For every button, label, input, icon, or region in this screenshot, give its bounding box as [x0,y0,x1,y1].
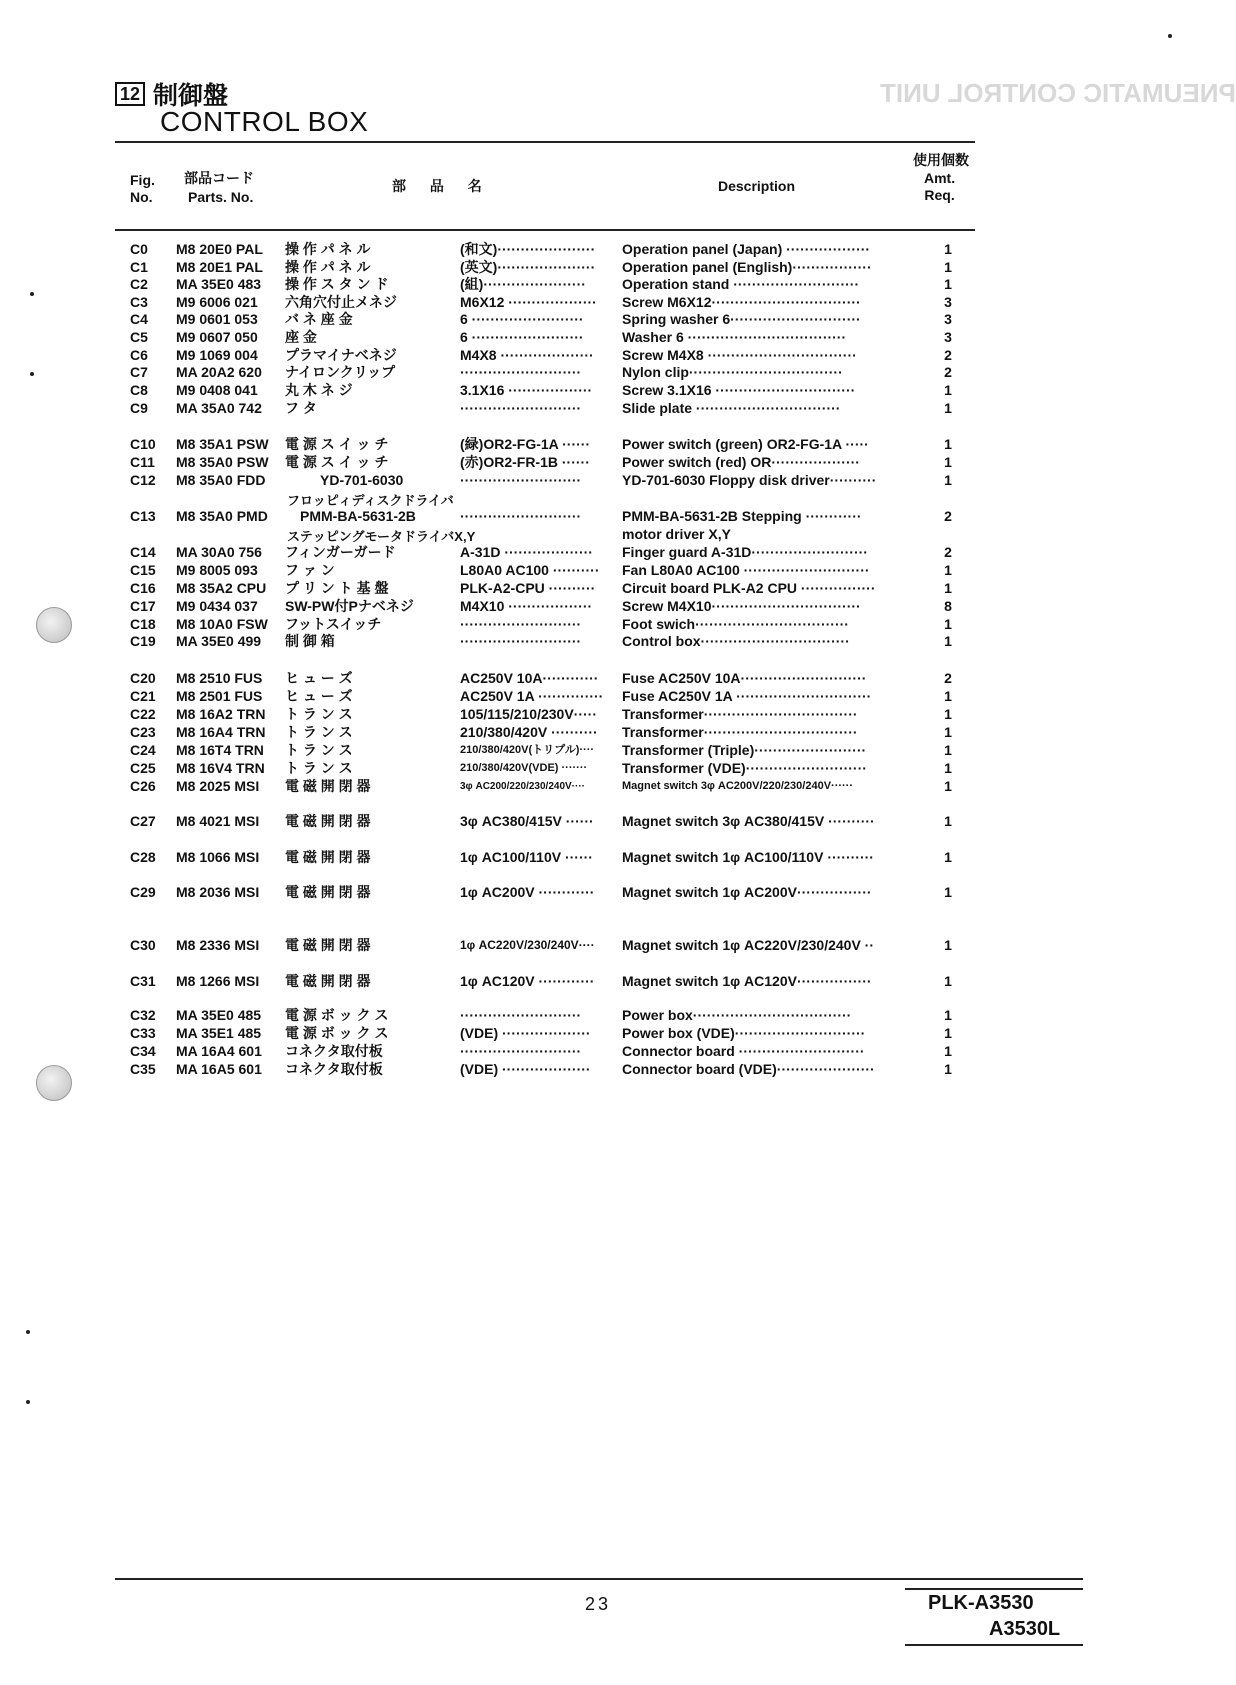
part-name-jp-cell: 操 作 ス タ ン ド [285,276,389,292]
part-no-cell: MA 35E1 485 [176,1025,262,1041]
col-header-part-no: Parts. No. [188,189,254,205]
speck [26,1400,30,1404]
spec-cell: AC250V 10A············ [460,670,599,686]
part-name-jp-cell: フットスイッチ [285,616,382,632]
part-no-cell: M8 16A4 TRN [176,724,266,740]
fig-no-cell: C21 [130,688,156,704]
part-name-jp-cell: ヒ ュ ー ズ [285,688,353,704]
part-no-cell: MA 35E0 483 [176,276,262,292]
description-cell: Control box································ [622,633,850,649]
part-no-cell: M8 16T4 TRN [176,742,264,758]
part-name-jp-cell: ト ラ ン ス [285,760,353,776]
spec-cell: 1φ AC100/110V ······ [460,849,593,865]
title-jp-text: 制御盤 [153,82,229,110]
spec-cell: ·························· [460,616,582,632]
part-no-cell: M8 2025 MSI [176,778,260,794]
qty-cell: 1 [944,973,952,989]
description-cell: Magnet switch 3φ AC380/415V ·········· [622,813,875,829]
fig-no-cell: C25 [130,760,156,776]
qty-cell: 1 [944,706,952,722]
part-no-cell: M8 35A0 PSW [176,454,269,470]
part-name-jp-cell: PMM-BA-5631-2B [300,508,416,524]
part-no-cell: M9 0434 037 [176,598,258,614]
fig-no-cell: C12 [130,472,156,488]
model-number: PLK-A3530 [928,1592,1034,1614]
part-name-jp-cell: 座 金 [285,329,317,345]
description-cell: Connector board ··························· [622,1043,865,1059]
qty-cell: 2 [944,364,952,380]
part-no-cell: M9 8005 093 [176,562,258,578]
part-name-jp-cell: SW-PW付Pナベネジ [285,598,414,614]
spec-cell: 6 ························ [460,329,584,345]
qty-cell: 1 [944,778,952,794]
section-number: 12 [115,82,145,106]
part-name-jp-cell: プ リ ン ト 基 盤 [285,580,389,596]
fig-no-cell: C0 [130,241,148,257]
description-cell: Power switch (red) OR··················· [622,454,860,470]
fig-no-cell: C7 [130,364,148,380]
description-cell: Magnet switch 1φ AC120V················ [622,973,872,989]
part-name-jp-cell: コネクタ取付板 [285,1061,383,1077]
header-rule [115,229,975,231]
qty-cell: 1 [944,454,952,470]
table-row-subtext: ステッピングモータドライバX,Y [287,529,476,544]
qty-cell: 1 [944,1061,952,1077]
part-name-jp-cell: 操 作 パ ネ ル [285,259,371,275]
fig-no-cell: C17 [130,598,156,614]
description-cell: Screw M4X10································ [622,598,861,614]
part-no-cell: M9 1069 004 [176,347,258,363]
part-name-jp-cell: 電 磁 開 閉 器 [285,778,371,794]
qty-cell: 2 [944,347,952,363]
spec-cell: 1φ AC220V/230/240V···· [460,938,595,952]
part-name-jp-cell: ト ラ ン ス [285,706,353,722]
qty-cell: 2 [944,508,952,524]
description-cell: Power box·································· [622,1007,852,1023]
fig-no-cell: C6 [130,347,148,363]
part-no-cell: MA 16A5 601 [176,1061,262,1077]
fig-no-cell: C4 [130,311,148,327]
description-cell: Screw 3.1X16 ······························ [622,382,856,398]
speck [26,1330,30,1334]
fig-no-cell: C35 [130,1061,156,1077]
qty-cell: 1 [944,849,952,865]
part-no-cell: M8 16V4 TRN [176,760,265,776]
description-cell: Circuit board PLK-A2 CPU ················ [622,580,876,596]
spec-cell: M4X8 ···················· [460,347,594,363]
qty-cell: 1 [944,813,952,829]
model-number-variant: A3530L [989,1618,1061,1640]
part-name-jp-cell: 丸 木 ネ ジ [285,382,353,398]
part-no-cell: M8 35A1 PSW [176,436,269,452]
qty-cell: 1 [944,1025,952,1041]
part-no-cell: MA 35E0 499 [176,633,262,649]
part-name-jp-cell: 電 磁 開 閉 器 [285,937,371,953]
qty-cell: 1 [944,633,952,649]
description-cell: Slide plate ······························· [622,400,841,416]
description-cell: Operation panel (Japan) ·················· [622,241,871,257]
col-header-qty-jp: 使用個数 [913,152,969,168]
description-cell: Fuse AC250V 10A··························· [622,670,867,686]
part-name-jp-cell: コネクタ取付板 [285,1043,383,1059]
spec-cell: (赤)OR2-FR-1B ······ [460,454,590,470]
speck [30,292,34,296]
qty-cell: 3 [944,329,952,345]
part-name-jp-cell: ト ラ ン ス [285,724,353,740]
qty-cell: 1 [944,562,952,578]
description-cell: PMM-BA-5631-2B Stepping ············ [622,508,862,524]
fig-no-cell: C13 [130,508,156,524]
part-no-cell: MA 35E0 485 [176,1007,262,1023]
spec-cell: A-31D ··················· [460,544,593,560]
qty-cell: 1 [944,616,952,632]
spec-cell: 3φ AC200/220/230/240V···· [460,781,585,792]
qty-cell: 2 [944,670,952,686]
qty-cell: 1 [944,1043,952,1059]
col-header-part-name-jp: 部 品 名 [392,178,492,194]
part-name-jp-cell: ナイロンクリップ [285,364,396,380]
part-name-jp-cell: ト ラ ン ス [285,742,353,758]
fig-no-cell: C10 [130,436,156,452]
part-no-cell: MA 16A4 601 [176,1043,262,1059]
part-no-cell: M8 4021 MSI [176,813,260,829]
spec-cell: ·························· [460,1043,582,1059]
qty-cell: 3 [944,311,952,327]
spec-cell: 210/380/420V(VDE) ······· [460,762,588,774]
part-no-cell: M9 6006 021 [176,294,258,310]
part-no-cell: M8 1266 MSI [176,973,260,989]
fig-no-cell: C23 [130,724,156,740]
part-name-jp-cell: ヒ ュ ー ズ [285,670,353,686]
spec-cell: (VDE) ··················· [460,1025,591,1041]
part-no-cell: MA 30A0 756 [176,544,262,560]
spec-cell: 6 ························ [460,311,584,327]
part-name-jp-cell: 電 源 ボ ッ ク ス [285,1007,389,1023]
spec-cell: ·························· [460,472,582,488]
part-no-cell: M8 35A0 FDD [176,472,266,488]
part-name-jp-cell: 電 源 ボ ッ ク ス [285,1025,389,1041]
part-name-jp-cell: 六角穴付止メネジ [285,294,397,310]
part-no-cell: M8 2336 MSI [176,937,260,953]
part-no-cell: M8 2501 FUS [176,688,263,704]
description-cell: Screw M4X8 ································ [622,347,857,363]
fig-no-cell: C9 [130,400,148,416]
qty-cell: 1 [944,1007,952,1023]
fig-no-cell: C28 [130,849,156,865]
qty-cell: 1 [944,884,952,900]
spec-cell: L80A0 AC100 ·········· [460,562,600,578]
qty-cell: 1 [944,276,952,292]
description-cell: Nylon clip································· [622,364,843,380]
description-cell: Fuse AC250V 1A ····························· [622,688,872,704]
description-cell: Finger guard A-31D························· [622,544,868,560]
spec-cell: ·························· [460,508,582,524]
qty-cell: 1 [944,382,952,398]
part-no-cell: M8 35A2 CPU [176,580,267,596]
description-cell: Foot swich································· [622,616,849,632]
spec-cell: M4X10 ·················· [460,598,593,614]
part-no-cell: M9 0607 050 [176,329,258,345]
fig-no-cell: C31 [130,973,156,989]
section-title-en: CONTROL BOX [160,106,369,137]
spec-cell: 3.1X16 ·················· [460,382,593,398]
description-cell: YD-701-6030 Floppy disk driver·········· [622,472,877,488]
qty-cell: 1 [944,742,952,758]
description-cell: Operation panel (English)················· [622,259,872,275]
fig-no-cell: C33 [130,1025,156,1041]
table-row-subtext: フロッピィディスクドライバ [287,493,454,508]
description-cell: Operation stand ··························· [622,276,860,292]
fig-no-cell: C15 [130,562,156,578]
col-header-fig: Fig. No. [130,172,155,205]
spec-cell: 3φ AC380/415V ······ [460,813,594,829]
part-no-cell: M8 2036 MSI [176,884,260,900]
fig-no-cell: C14 [130,544,156,560]
qty-cell: 1 [944,724,952,740]
description-cell: Power switch (green) OR2-FG-1A ····· [622,436,869,452]
part-no-cell: M8 16A2 TRN [176,706,266,722]
fig-no-cell: C5 [130,329,148,345]
description-cell: Magnet switch 1φ AC220V/230/240V ·· [622,937,874,953]
fig-no-cell: C29 [130,884,156,900]
part-name-jp-cell: 電 磁 開 閉 器 [285,973,371,989]
spec-cell: ·························· [460,400,582,416]
fig-no-cell: C24 [130,742,156,758]
part-name-jp-cell: 操 作 パ ネ ル [285,241,371,257]
part-name-jp-cell: フ タ [285,400,317,416]
spec-cell: 105/115/210/230V····· [460,706,597,722]
qty-cell: 1 [944,580,952,596]
description-cell: Transformer (Triple)························ [622,742,867,758]
fig-no-cell: C32 [130,1007,156,1023]
qty-cell: 1 [944,400,952,416]
fig-no-cell: C30 [130,937,156,953]
fig-no-cell: C19 [130,633,156,649]
footer-rule [115,1578,1083,1580]
part-name-jp-cell: 電 磁 開 閉 器 [285,884,371,900]
spec-cell: 210/380/420V ·········· [460,724,598,740]
fig-no-cell: C26 [130,778,156,794]
part-name-jp-cell: 電 磁 開 閉 器 [285,849,371,865]
spec-cell: (組)······················ [460,276,586,292]
qty-cell: 1 [944,259,952,275]
part-name-jp-cell: プラマイナベネジ [285,347,397,363]
spec-cell: 210/380/420V(トリプル)···· [460,744,595,756]
spec-cell: 1φ AC120V ············ [460,973,595,989]
qty-cell: 1 [944,241,952,257]
col-header-qty: Amt. Req. [924,170,956,203]
fig-no-cell: C20 [130,670,156,686]
spec-cell: PLK-A2-CPU ·········· [460,580,596,596]
part-no-cell: M8 2510 FUS [176,670,263,686]
fig-no-cell: C1 [130,259,148,275]
spec-cell: (緑)OR2-FG-1A ······ [460,436,591,452]
qty-cell: 3 [944,294,952,310]
part-name-jp-cell: 電 磁 開 閉 器 [285,813,371,829]
page-number: 23 [585,1594,612,1614]
col-header-description: Description [718,178,796,194]
description-cell: Spring washer 6···························· [622,311,861,327]
fig-no-cell: C8 [130,382,148,398]
part-name-jp-cell: YD-701-6030 [320,472,404,488]
part-no-cell: M9 0601 053 [176,311,258,327]
part-no-cell: M9 0408 041 [176,382,258,398]
part-name-jp-cell: フィンガーガード [285,544,396,560]
qty-cell: 1 [944,472,952,488]
description-cell: Power box (VDE)···························· [622,1025,866,1041]
description-cell: Transformer································· [622,706,858,722]
part-name-jp-cell: バ ネ 座 金 [285,311,353,327]
description-cell: Magnet switch 3φ AC200V/220/230/240V······ [622,780,854,792]
binder-hole-bottom [36,1065,72,1101]
fig-no-cell: C11 [130,454,155,470]
spec-cell: ·························· [460,364,582,380]
bleed-through-title: PNEUMATIC CONTROL UNIT [880,78,1236,108]
spec-cell: (英文)····················· [460,259,596,275]
qty-cell: 1 [944,436,952,452]
fig-no-cell: C22 [130,706,156,722]
model-rule-bottom [905,1644,1083,1646]
speck [1168,34,1172,38]
fig-no-cell: C34 [130,1043,156,1059]
spec-cell: ·························· [460,1007,582,1023]
part-no-cell: M8 35A0 PMD [176,508,268,524]
fig-no-cell: C18 [130,616,156,632]
part-no-cell: M8 10A0 FSW [176,616,268,632]
spec-cell: 1φ AC200V ············ [460,884,595,900]
fig-no-cell: C27 [130,813,156,829]
part-no-cell: M8 1066 MSI [176,849,260,865]
qty-cell: 1 [944,937,952,953]
spec-cell: ·························· [460,633,582,649]
part-name-jp-cell: フ ァ ン [285,562,335,578]
part-no-cell: MA 35A0 742 [176,400,262,416]
binder-hole-top [36,607,72,643]
description-cell: Screw M6X12································ [622,294,861,310]
description-cell: Fan L80A0 AC100 ··························· [622,562,870,578]
description-cell: Washer 6 ·································· [622,329,847,345]
qty-cell: 8 [944,598,952,614]
spec-cell: M6X12 ··················· [460,294,597,310]
description-cell: Transformer (VDE)·························· [622,760,867,776]
description-cell: Magnet switch 1φ AC200V················ [622,884,872,900]
fig-no-cell: C3 [130,294,148,310]
table-row-subtext: motor driver X,Y [622,526,731,542]
description-cell: Magnet switch 1φ AC100/110V ·········· [622,849,874,865]
part-name-jp-cell: 電 源 ス イ ッ チ [285,436,389,452]
qty-cell: 1 [944,688,952,704]
spec-cell: (VDE) ··················· [460,1061,591,1077]
spec-cell: (和文)····················· [460,241,596,257]
description-cell: Transformer································· [622,724,858,740]
fig-no-cell: C16 [130,580,156,596]
title-rule [115,141,975,143]
part-no-cell: MA 20A2 620 [176,364,262,380]
fig-no-cell: C2 [130,276,148,292]
spec-cell: AC250V 1A ·············· [460,688,604,704]
part-name-jp-cell: 制 御 箱 [285,633,335,649]
speck [30,372,34,376]
part-no-cell: M8 20E0 PAL [176,241,263,257]
description-cell: Connector board (VDE)····················· [622,1061,875,1077]
part-no-cell: M8 20E1 PAL [176,259,263,275]
qty-cell: 2 [944,544,952,560]
part-name-jp-cell: 電 源 ス イ ッ チ [285,454,389,470]
model-rule-top [905,1588,1083,1590]
qty-cell: 1 [944,760,952,776]
col-header-part-code-jp: 部品コード [184,170,254,186]
